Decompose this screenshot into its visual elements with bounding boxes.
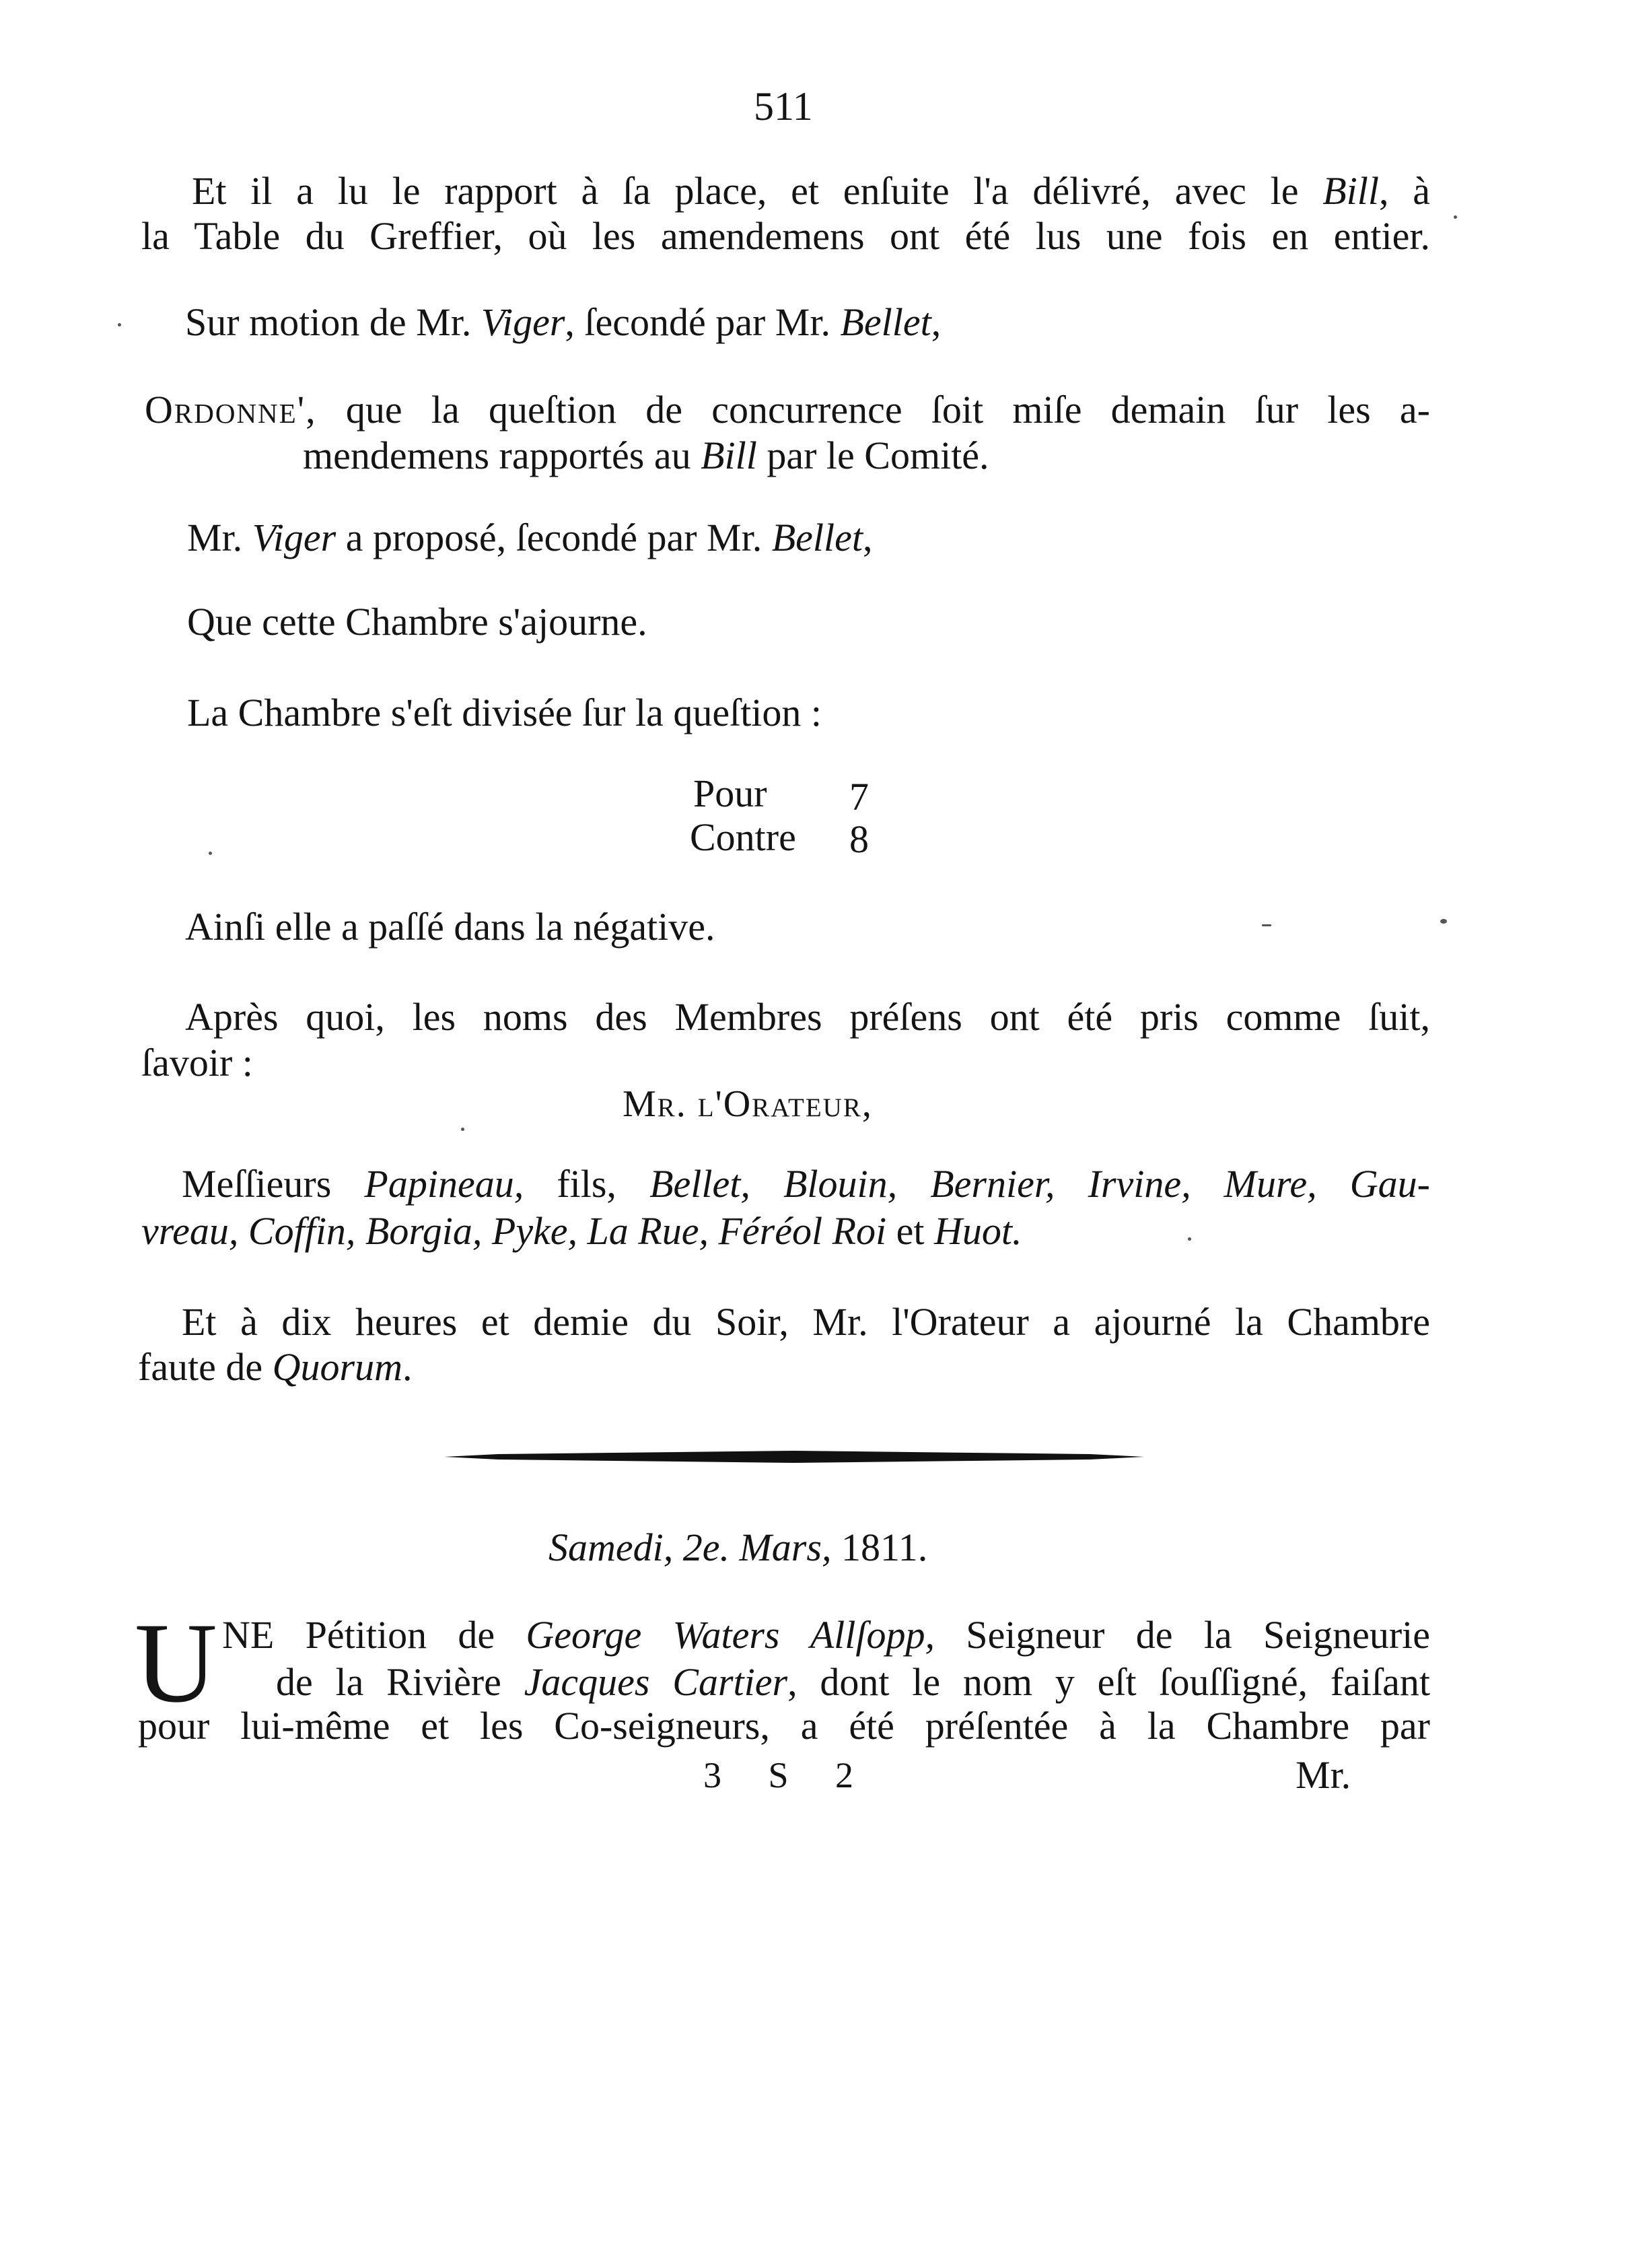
text-segment: que la queſtion de concurrence ſoit miſe demain ſur les a- (316, 388, 1430, 432)
scan-speck (1262, 924, 1271, 926)
vote-pour-label: Pour (693, 771, 767, 815)
catchword: Mr. (1296, 1753, 1351, 1797)
ordonne-word: Ordonne', (145, 388, 317, 432)
member-names: Bellet, Blouin, Bernier, Irvine, Mure, Gau- (649, 1162, 1430, 1206)
date-text: Samedi, 2e. Mars, (548, 1525, 832, 1569)
paragraph-report-line-1 (192, 169, 1430, 213)
text-segment: a proposé, ſecondé par Mr. (336, 516, 772, 559)
member-names: Papineau, (364, 1162, 524, 1206)
petition-line-1 (222, 1613, 1430, 1657)
text-segment: . (402, 1345, 413, 1389)
text-segment: par le Comité. (756, 434, 989, 477)
text-segment: fils, (524, 1162, 650, 1206)
year-text: 1811. (831, 1525, 928, 1569)
paragraph-adjourn: Que cette Chambre s'ajourne. (187, 600, 647, 644)
members-line-2 (141, 1209, 1022, 1253)
paragraph-division: La Chambre s'eſt divisée ſur la queſtion : (187, 691, 822, 734)
bill-word: Bill (701, 434, 757, 477)
paragraph-report-line-2: la Table du Greffier, où les amendemens ont été lus une fois en entier. (141, 214, 1430, 258)
scan-speck (1188, 1237, 1191, 1241)
member-names: Huot. (934, 1209, 1022, 1253)
scan-speck (461, 1128, 464, 1131)
drop-initial: U (135, 1600, 217, 1726)
paragraph-motion (185, 300, 942, 344)
member-names: vreau, Coffin, Borgia, Pyke, La Rue, Féréol Roi (141, 1209, 887, 1253)
name-bellet: Bellet (840, 300, 931, 344)
text-segment: Et il a lu le rapport à ſa place, et enſuite l'a délivré, avec le (192, 169, 1323, 213)
paragraph-names-line-2: ſavoir : (141, 1041, 253, 1085)
name-bellet: Bellet (771, 516, 863, 559)
date-heading (548, 1525, 928, 1569)
text-segment: , (931, 300, 942, 344)
text-segment: NE Pétition de (222, 1613, 526, 1657)
scan-speck (209, 852, 212, 855)
members-line-1 (182, 1162, 1430, 1206)
page-number: 511 (754, 84, 813, 129)
text-segment: faute de (138, 1345, 273, 1389)
text-segment: , ſecondé par Mr. (565, 300, 841, 344)
vote-contre-value: 8 (849, 817, 869, 861)
scan-speck (1454, 215, 1457, 219)
vote-pour-value: 7 (849, 775, 869, 819)
vote-contre-label: Contre (690, 815, 796, 859)
section-divider-rule (444, 1451, 1144, 1463)
paragraph-quorum-line-1: Et à dix heures et demie du Soir, Mr. l'Orateur a ajourné la Chambre (182, 1300, 1430, 1344)
text-segment: mendemens rapportés au (303, 434, 701, 477)
paragraph-negative: Ainſi elle a paſſé dans la négative. (185, 905, 715, 949)
petition-line-2 (276, 1660, 1430, 1704)
text-segment: , (862, 516, 873, 559)
name-viger: Viger (252, 516, 336, 559)
bill-word: Bill (1322, 169, 1379, 213)
text-segment: Seigneur de la Seigneurie (935, 1613, 1430, 1657)
paragraph-names-line-1: Après quoi, les noms des Membres préſens ont été pris comme ſuit, (185, 995, 1430, 1039)
text-segment: et (886, 1209, 934, 1253)
paragraph-quorum-line-2 (138, 1345, 413, 1389)
scan-speck (1440, 919, 1447, 924)
quorum-word: Quorum (272, 1345, 403, 1389)
petition-line-3: pour lui-même et les Co-seigneurs, a été préſentée à la Chambre par (138, 1704, 1430, 1748)
paragraph-ordonne-line-1 (145, 388, 1430, 432)
petitioner-name: George Waters Allſopp, (526, 1613, 935, 1657)
text-segment: Sur motion de Mr. (185, 300, 481, 344)
paragraph-ordonne-line-2 (303, 436, 989, 475)
place-name: Jacques Cartier (524, 1660, 788, 1704)
signature-mark: 3 S 2 (703, 1755, 873, 1795)
text-segment: , à (1379, 169, 1430, 213)
text-segment: de la Rivière (276, 1660, 524, 1704)
scan-speck (118, 323, 121, 327)
name-viger: Viger (481, 300, 565, 344)
paragraph-proposal (187, 518, 872, 557)
text-segment: Mr. (187, 516, 252, 559)
orateur-heading: Mr. l'Orateur, (623, 1083, 873, 1125)
text-segment: , dont le nom y eſt ſouſſigné, faiſant (787, 1660, 1430, 1704)
text-segment: Meſſieurs (182, 1162, 365, 1206)
